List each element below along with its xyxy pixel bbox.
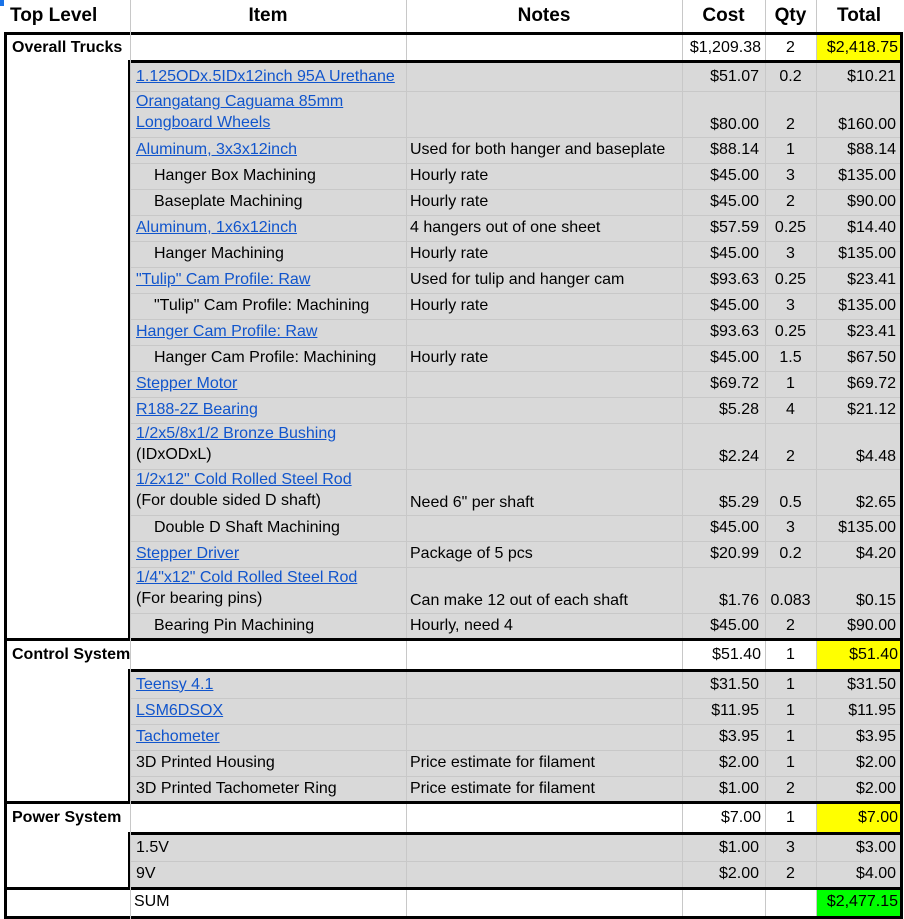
item-total: $10.21 [847,67,896,85]
item-total: $160.00 [838,116,896,133]
item-name: Bearing Pin Machining [154,617,315,634]
item-total: $135.00 [838,297,896,314]
item-qty: 3 [786,245,795,262]
item-cost: $3.95 [718,728,759,745]
item-notes [410,515,680,541]
item-name[interactable]: 1/4"x12" Cold Rolled Steel Rod [136,569,358,586]
item-cost: $45.00 [710,167,759,184]
gridline-h [130,371,902,372]
sum-label: SUM [134,893,170,910]
item-name: 3D Printed Housing [136,754,275,771]
section-title: Control System [12,646,131,663]
item-notes [410,397,680,423]
item-total: $135.00 [838,519,896,536]
item-cost: $2.24 [718,448,759,465]
item-notes [410,834,680,861]
gridline-h [130,215,902,216]
item-qty: 3 [786,838,795,856]
gridline-v [765,0,766,32]
gridline-h [130,698,902,699]
item-notes [410,371,680,397]
item-cost: $2.00 [718,865,759,882]
corner-selection-marker [0,0,4,6]
gridline-v [816,887,817,917]
item-total: $4.00 [855,865,896,882]
item-name: Hanger Cam Profile: Machining [154,349,377,366]
item-name: 3D Printed Tachometer Ring [136,780,337,797]
item-notes: Used for both hanger and baseplate [410,141,666,158]
gridline-v [406,802,407,834]
item-total: $2.00 [855,780,896,797]
gridline-v [765,639,766,671]
item-name: Hanger Machining [154,245,284,262]
gridline-v [682,62,683,639]
gridline-v [682,0,683,32]
gridline-h [130,397,902,398]
item-qty: 1 [786,754,795,771]
item-total: $21.12 [847,401,896,418]
item-qty: 2 [786,617,795,634]
item-cost: $1.00 [718,780,759,797]
column-header-notes: Notes [517,5,571,26]
item-total: $14.40 [847,219,896,236]
item-total: $11.95 [848,702,896,719]
section-qty: 2 [786,38,795,56]
item-notes [410,698,680,724]
item-qty: 2 [786,780,795,797]
gridline-h [130,776,902,777]
item-total: $4.48 [855,448,896,465]
gridline-v [130,0,131,919]
item-name-line2: (IDxODxL) [136,446,212,463]
column-header-item: Item [248,5,288,26]
item-name[interactable]: LSM6DSOX [136,702,224,719]
item-name: 9V [136,865,156,882]
item-name: Hanger Box Machining [154,167,316,184]
item-cost: $1.76 [718,592,759,609]
section-cost: $1,209.38 [689,38,761,56]
item-name[interactable]: Tachometer [136,728,220,745]
column-header-total: Total [837,5,881,26]
item-name: 1.5V [136,838,169,856]
item-cost: $69.72 [710,375,759,392]
gridline-h [130,724,902,725]
section-cost: $51.40 [712,646,761,663]
item-total: $2.00 [855,754,896,771]
gridline-v [682,834,683,887]
item-total: $3.00 [855,838,896,856]
gridline-v [765,802,766,834]
item-cost: $45.00 [710,519,759,536]
item-total: $31.50 [847,675,896,693]
item-notes: Need 6" per shaft [410,494,534,511]
item-qty: 3 [786,519,795,536]
section-border [900,801,903,888]
item-notes: Price estimate for filament [410,780,595,797]
item-name[interactable]: 1/2x5/8x1/2 Bronze Bushing [136,425,337,442]
section-border [4,887,902,890]
gridline-h [130,515,902,516]
item-cost: $80.00 [710,116,759,133]
item-name[interactable]: Stepper Driver [136,545,240,562]
gridline-h [130,241,902,242]
gridline-h [130,319,902,320]
item-cost: $5.29 [718,494,759,511]
section-border [129,60,902,63]
item-cost: $45.00 [710,617,759,634]
gridline-v [682,887,683,917]
column-header-qty: Qty [774,5,807,26]
item-cost: $31.50 [710,675,759,693]
item-cost: $11.95 [711,702,759,719]
section-border [4,801,902,804]
section-border [4,887,7,919]
item-total: $135.00 [838,245,896,262]
item-total: $4.20 [855,545,896,562]
item-name-line2[interactable]: Longboard Wheels [136,114,271,131]
gridline-h [130,861,902,862]
item-qty: 1 [786,702,795,719]
item-name[interactable]: Aluminum, 3x3x12inch [136,141,297,158]
item-cost: $51.07 [710,67,759,85]
item-qty: 2 [786,448,795,465]
item-name[interactable]: "Tulip" Cam Profile: Raw [136,271,311,288]
section-border [129,832,902,835]
section-total: $7.00 [857,809,898,826]
sum-total: $2,477.15 [826,893,898,910]
gridline-h [130,267,902,268]
gridline-v [682,639,683,671]
gridline-v [765,62,766,639]
item-cost: $5.28 [718,401,759,418]
item-name[interactable]: 1.125ODx.5IDx12inch 95A Urethane [136,67,395,85]
item-name-line2: (For bearing pins) [136,590,263,607]
item-total: $90.00 [847,617,896,634]
item-cost: $88.14 [710,141,759,158]
item-cost: $45.00 [710,297,759,314]
gridline-v [765,887,766,917]
item-name[interactable]: Hanger Cam Profile: Raw [136,323,318,340]
gridline-v [816,639,817,671]
item-total: $90.00 [847,193,896,210]
item-notes: Hourly rate [410,297,489,314]
section-cost: $7.00 [720,809,761,826]
item-name[interactable]: R188-2Z Bearing [136,401,258,418]
gridline-v [816,834,817,887]
item-name[interactable]: 1/2x12" Cold Rolled Steel Rod [136,471,352,488]
item-notes: Hourly rate [410,349,489,366]
gridline-h [130,567,902,568]
gridline-h [130,163,902,164]
item-qty: 3 [786,297,795,314]
item-qty: 2 [786,193,795,210]
item-name[interactable]: Teensy 4.1 [136,675,214,693]
section-border [900,32,903,640]
item-notes [410,91,680,137]
item-cost: $45.00 [710,349,759,366]
column-header-top-level: Top Level [10,5,98,26]
item-total: $3.95 [855,728,896,745]
gridline-h [130,137,902,138]
item-cost: $93.63 [710,271,759,288]
item-name-line2: (For double sided D shaft) [136,492,321,509]
gridline-v [682,671,683,802]
item-notes: Used for tulip and hanger cam [410,271,625,288]
section-border [4,638,7,803]
section-border [4,638,902,641]
gridline-v [765,33,766,62]
item-notes: Package of 5 pcs [410,545,533,562]
item-qty: 0.25 [774,271,807,288]
gridline-h [130,345,902,346]
gridline-v [682,33,683,62]
gridline-v [816,62,817,639]
item-notes: 4 hangers out of one sheet [410,219,601,236]
gridline-h [130,750,902,751]
column-header-cost: Cost [702,5,745,26]
section-title: Overall Trucks [12,38,123,56]
section-border [900,638,903,803]
item-notes [410,319,680,345]
item-total: $88.14 [847,141,896,158]
item-name: Baseplate Machining [154,193,303,210]
item-cost: $45.00 [710,193,759,210]
item-notes: Hourly, need 4 [410,617,513,634]
item-qty: 1 [786,675,795,693]
gridline-h [130,91,902,92]
section-total: $51.40 [849,646,898,663]
item-total: $67.50 [847,349,896,366]
item-cost: $2.00 [718,754,759,771]
section-border [129,669,902,672]
section-title: Power System [12,809,122,826]
gridline-v [816,33,817,62]
gridline-v [406,0,407,32]
section-border [4,32,902,35]
item-notes: Hourly rate [410,245,489,262]
item-notes [410,423,680,469]
gridline-h [130,189,902,190]
item-qty: 3 [786,167,795,184]
item-name[interactable]: Stepper Motor [136,375,238,392]
item-cost: $1.00 [718,838,759,856]
gridline-h [130,541,902,542]
item-qty: 0.5 [779,494,802,511]
item-notes [410,671,680,698]
gridline-v [682,802,683,834]
gridline-v [406,671,407,802]
gridline-h [130,469,902,470]
item-qty: 0.2 [779,67,802,85]
item-cost: $45.00 [710,245,759,262]
item-notes: Hourly rate [410,167,489,184]
item-qty: 0.25 [774,219,807,236]
gridline-v [406,33,407,62]
item-qty: 4 [786,401,795,418]
section-total: $2,418.75 [826,38,898,56]
gridline-v [816,802,817,834]
item-qty: 0.25 [774,323,807,340]
gridline-v [765,671,766,802]
item-name[interactable]: Aluminum, 1x6x12inch [136,219,297,236]
gridline-v [406,887,407,917]
item-notes: Price estimate for filament [410,754,595,771]
item-notes [410,62,680,91]
item-qty: 2 [786,116,795,133]
section-qty: 1 [786,809,795,826]
gridline-v [406,834,407,887]
item-qty: 1 [786,728,795,745]
item-name[interactable]: Orangatang Caguama 85mm [136,93,344,110]
item-qty: 1 [786,375,795,392]
item-cost: $20.99 [710,545,759,562]
item-notes: Hourly rate [410,193,489,210]
item-qty: 1.5 [779,349,802,366]
item-total: $0.15 [855,592,896,609]
item-total: $135.00 [838,167,896,184]
item-name: "Tulip" Cam Profile: Machining [154,297,370,314]
gridline-h [130,613,902,614]
item-total: $2.65 [855,494,896,511]
section-qty: 1 [786,646,795,663]
item-total: $23.41 [847,323,896,340]
item-total: $69.72 [847,375,896,392]
item-notes [410,724,680,750]
gridline-v [406,639,407,671]
gridline-h [130,293,902,294]
item-name: Double D Shaft Machining [154,519,340,536]
gridline-v [816,671,817,802]
item-total: $23.41 [847,271,896,288]
item-qty: 2 [786,865,795,882]
gridline-h [130,423,902,424]
gridline-v [765,834,766,887]
item-cost: $93.63 [710,323,759,340]
section-border [900,887,903,919]
item-notes [410,861,680,887]
section-border [4,801,7,888]
gridline-v [816,0,817,32]
item-notes: Can make 12 out of each shaft [410,592,628,609]
section-border [4,32,7,640]
item-qty: 0.083 [770,592,811,609]
item-cost: $57.59 [710,219,759,236]
item-qty: 1 [786,141,795,158]
item-qty: 0.2 [779,545,802,562]
gridline-v [406,62,407,639]
